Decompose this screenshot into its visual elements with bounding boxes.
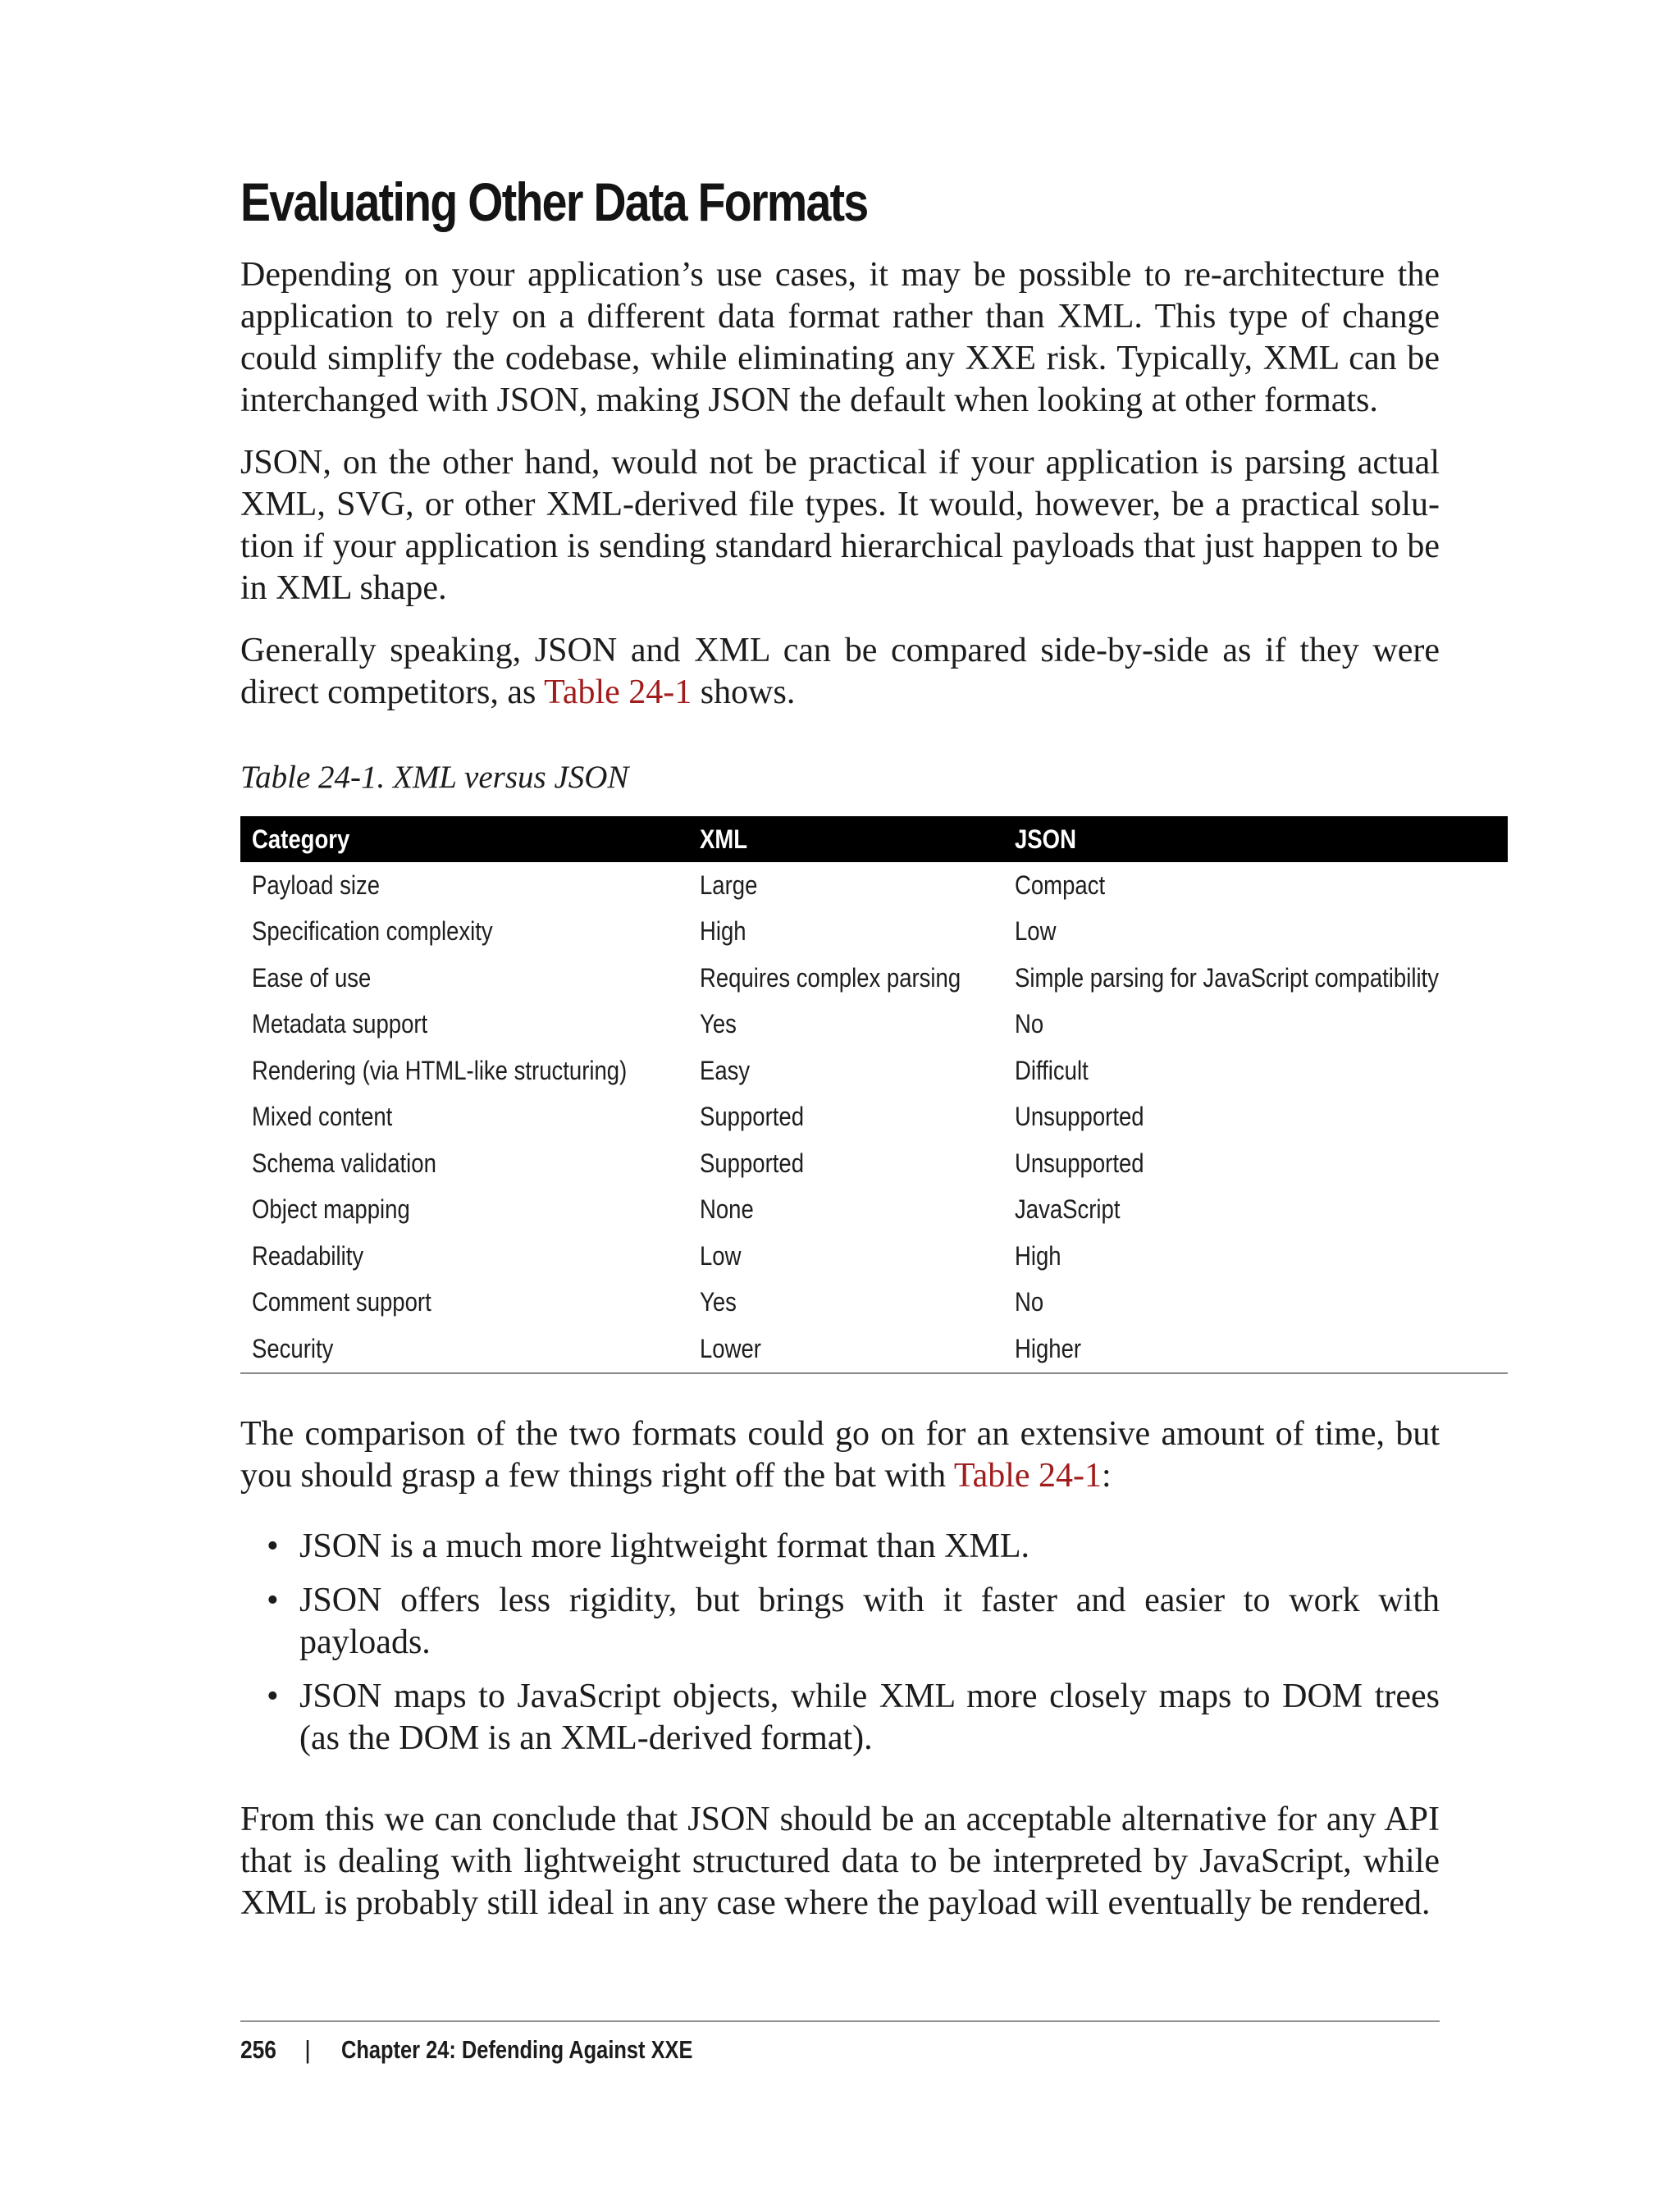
cell-json: Higher xyxy=(1003,1326,1508,1373)
footer-divider xyxy=(240,2020,1440,2022)
cell-category: Rendering (via HTML-like structuring) xyxy=(252,1055,628,1085)
cell-json: JavaScript xyxy=(1014,1194,1121,1225)
footer-separator: | xyxy=(304,2035,312,2064)
cell-json: Compact xyxy=(1014,870,1105,900)
cell-xml: Requires complex parsing xyxy=(699,962,961,993)
cell-category: Comment support xyxy=(252,1287,431,1317)
cell-xml: Supported xyxy=(699,1148,804,1178)
paragraph-5: From this we can conclude that JSON should be an acceptable alternative for any API that is dealing with lightweight structured data to be interpreted by JavaScript, while XML is probably still ideal in any case where the payload will eventually be rendered. xyxy=(240,1801,1440,1922)
cell-category: Ease of use xyxy=(252,962,372,993)
paragraph-3-end: shows. xyxy=(692,673,796,711)
cell-xml: Lower xyxy=(688,1326,1003,1373)
cell-xml: High xyxy=(699,916,746,947)
table-row xyxy=(240,862,1508,909)
table-row xyxy=(240,1233,1508,1280)
bullet-icon: • xyxy=(267,1678,279,1715)
section-heading: Evaluating Other Data Formats xyxy=(240,171,868,232)
paragraph-1: Depending on your application’s use cases, it may be possible to re-architecture the application to rely on a different data format rather than XML. This type of change could simplify the codebase, while eliminating any XXE risk. Typically, XML can be interchanged with JSON, making JSON the default when looking at other formats. xyxy=(240,256,1440,419)
bullet-icon: • xyxy=(267,1527,279,1565)
table-row xyxy=(240,1280,1508,1326)
cell-json: Unsupported xyxy=(1014,1148,1144,1178)
cell-category: Object mapping xyxy=(252,1194,410,1225)
cell-xml: Supported xyxy=(699,1102,804,1132)
table-row xyxy=(240,1187,1508,1234)
paragraph-3-text: Generally speaking, JSON and XML can be compared side-by-side as if they were direct competitors, as xyxy=(240,632,1440,711)
table-row xyxy=(240,1140,1508,1187)
table-cross-reference-link[interactable]: Table 24-1 xyxy=(953,1457,1102,1495)
cell-xml: Yes xyxy=(699,1009,737,1039)
table-row xyxy=(240,1048,1508,1094)
cell-json: No xyxy=(1014,1009,1043,1039)
list-item xyxy=(240,1580,1440,1664)
table-row xyxy=(240,1326,1508,1373)
paragraph-4-end: : xyxy=(1102,1457,1112,1495)
cell-xml: Easy xyxy=(699,1055,750,1085)
table-row xyxy=(240,955,1508,1002)
list-item xyxy=(240,1526,1440,1568)
table-header-row xyxy=(240,816,1508,862)
cell-category: Specification complexity xyxy=(252,916,493,947)
comparison-intro xyxy=(240,630,1440,714)
paragraph-4 xyxy=(240,1413,1440,1497)
header-category: Category xyxy=(240,816,688,862)
table-cross-reference-link[interactable]: Table 24-1 xyxy=(544,673,692,711)
paragraph-2: JSON, on the other hand, would not be practical if your application is parsing actual XML, SVG, or other XML-derived file types. It would, however, be a practical solu-tion if your application is sending standard hierarchical payloads that just happen to be in XML shape. xyxy=(240,444,1440,607)
header-json: JSON xyxy=(1003,816,1508,862)
cell-category: Readability xyxy=(252,1240,364,1271)
cell-json: Simple parsing for JavaScript compatibility xyxy=(1014,962,1439,993)
cell-json: High xyxy=(1014,1240,1061,1271)
cell-xml: Yes xyxy=(699,1287,737,1317)
table-row xyxy=(240,1002,1508,1048)
chapter-title: Chapter 24: Defending Against XXE xyxy=(341,2035,693,2064)
cell-category: Mixed content xyxy=(252,1102,393,1132)
cell-category: Security xyxy=(240,1326,688,1373)
practicality-text xyxy=(240,442,1440,609)
list-item-text: JSON offers less rigidity, but brings with it faster and easier to work with payloads. xyxy=(299,1582,1440,1661)
page-number: 256 xyxy=(240,2035,276,2064)
cell-json: Difficult xyxy=(1014,1055,1089,1085)
takeaways-intro xyxy=(240,1413,1440,1497)
comparison-table xyxy=(240,816,1508,1374)
cell-xml: Low xyxy=(699,1240,742,1271)
intro-text xyxy=(240,254,1440,422)
bullet-icon: • xyxy=(267,1582,279,1619)
cell-category: Payload size xyxy=(252,870,381,900)
takeaways-list xyxy=(240,1526,1440,1772)
table-caption: Table 24-1. XML versus JSON xyxy=(240,760,629,795)
list-item xyxy=(240,1676,1440,1760)
cell-category: Schema validation xyxy=(252,1148,436,1178)
paragraph-3 xyxy=(240,630,1440,714)
paragraph-4-text: The comparison of the two formats could go on for an extensive amount of time, but you should grasp a few things right off the bat with xyxy=(240,1415,1440,1495)
conclusion-text xyxy=(240,1799,1440,1924)
table-row xyxy=(240,1094,1508,1141)
cell-json: Low xyxy=(1014,916,1057,947)
list-item-text: JSON maps to JavaScript objects, while XML more closely maps to DOM trees (as the DOM is an XML-derived format). xyxy=(299,1678,1440,1757)
cell-json: No xyxy=(1014,1287,1043,1317)
list-item-text: JSON is a much more lightweight format than XML. xyxy=(299,1527,1030,1565)
page-footer xyxy=(240,2032,693,2068)
cell-xml: Large xyxy=(699,870,758,900)
cell-xml: None xyxy=(699,1194,754,1225)
table-row xyxy=(240,909,1508,956)
header-xml: XML xyxy=(688,816,1003,862)
cell-json: Unsupported xyxy=(1014,1102,1144,1132)
cell-category: Metadata support xyxy=(252,1009,428,1039)
